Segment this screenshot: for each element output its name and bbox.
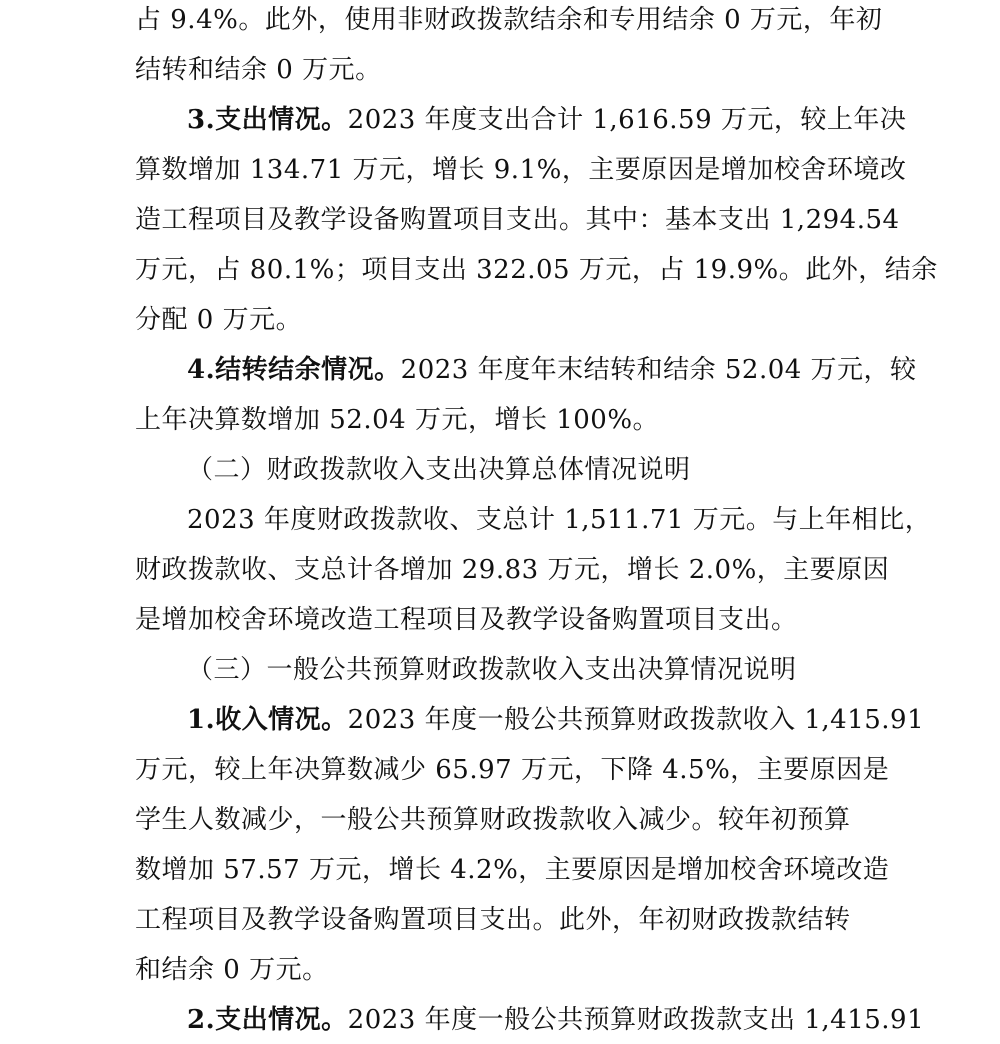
text-line-17: 学生人数减少，一般公共预算财政拨款收入减少。较年初预算 xyxy=(135,805,851,835)
income-heading: 1.收入情况。 xyxy=(187,705,348,735)
text-line-11: 2023 年度财政拨款收、支总计 1,511.71 万元。与上年相比， xyxy=(187,505,932,535)
section-3-heading-line: 3.支出情况。2023 年度支出合计 1,616.59 万元，较上年决 xyxy=(187,105,907,135)
text-line-18: 数增加 57.57 万元，增长 4.2%，主要原因是增加校舍环境改造 xyxy=(135,855,890,885)
expenditure-heading: 3.支出情况。 xyxy=(187,105,348,135)
income-heading-line: 1.收入情况。2023 年度一般公共预算财政拨款收入 1,415.91 xyxy=(187,705,925,735)
text-line-4: 算数增加 134.71 万元，增长 9.1%，主要原因是增加校舍环境改 xyxy=(135,155,907,185)
text-line-9: 上年决算数增加 52.04 万元，增长 100%。 xyxy=(135,405,660,435)
text-line-16: 万元，较上年决算数减少 65.97 万元，下降 4.5%，主要原因是 xyxy=(135,755,890,785)
text-line-1: 占 9.4%。此外，使用非财政拨款结余和专用结余 0 万元，年初 xyxy=(135,5,883,35)
text-line-20: 和结余 0 万元。 xyxy=(135,955,329,985)
text-line-13: 是增加校舍环境改造工程项目及教学设备购置项目支出。 xyxy=(135,605,798,635)
general-budget-expenditure-heading: 2.支出情况。 xyxy=(187,1005,348,1035)
subsection-3-title: （三）一般公共预算财政拨款收入支出决算情况说明 xyxy=(187,655,797,685)
text-line-7: 分配 0 万元。 xyxy=(135,305,303,335)
expenditure-2-heading-line: 2.支出情况。2023 年度一般公共预算财政拨款支出 1,415.91 xyxy=(187,1005,925,1035)
text-line-12: 财政拨款收、支总计各增加 29.83 万元，增长 2.0%，主要原因 xyxy=(135,555,890,585)
text-line-6: 万元，占 80.1%；项目支出 322.05 万元，占 19.9%。此外，结余 xyxy=(135,255,938,285)
section-4-heading-line: 4.结转结余情况。2023 年度年末结转和结余 52.04 万元，较 xyxy=(187,355,917,385)
text-line-5: 造工程项目及教学设备购置项目支出。其中：基本支出 1,294.54 xyxy=(135,205,900,235)
subsection-2-title: （二）财政拨款收入支出决算总体情况说明 xyxy=(187,455,691,485)
text-line-2: 结转和结余 0 万元。 xyxy=(135,55,382,85)
text-line-19: 工程项目及教学设备购置项目支出。此外，年初财政拨款结转 xyxy=(135,905,851,935)
carryover-heading: 4.结转结余情况。 xyxy=(187,355,401,385)
